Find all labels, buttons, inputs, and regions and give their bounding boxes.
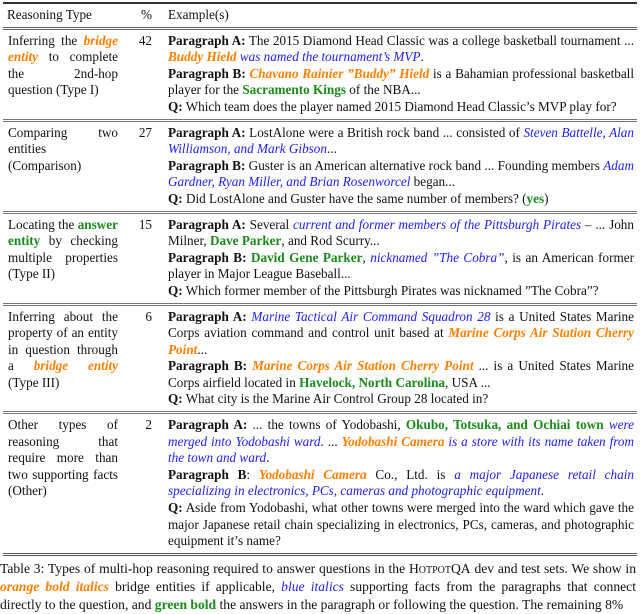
label-text: Q:: [168, 500, 183, 516]
supporting-fact-text: nicknamed ”The Cobra”: [370, 249, 505, 265]
label-text: Paragraph A:: [168, 308, 247, 324]
text-segment: Which team does the player named 2015 Diamond Head Classic’s MVP play for?: [182, 98, 617, 114]
text-segment: , and Rod Scurry...: [281, 233, 380, 249]
label-text: Q:: [168, 98, 183, 114]
answer-text: yes: [526, 190, 545, 206]
example-line: [168, 417, 634, 467]
label-text: Paragraph B:: [168, 65, 246, 81]
text-segment: .: [540, 483, 545, 499]
text-segment: bridge entities if applicable,: [108, 578, 282, 594]
text-segment: dev and test sets. We show in: [470, 560, 637, 576]
text-segment: Did LostAlone and Guster have the same number of members? (: [182, 190, 527, 206]
bridge-entity-text: Chavano Rainier ”Buddy” Hield: [249, 65, 430, 81]
label-text: Paragraph A:: [168, 417, 248, 433]
text-segment: is a United States Marine Corps aviation command and control unit based at: [168, 308, 635, 341]
examples-cell: [164, 28, 637, 120]
text-segment: (Type III): [8, 374, 60, 390]
percent-cell: 15: [128, 212, 164, 304]
answer-text: David Gene Parker: [250, 249, 363, 265]
text-segment: LostAlone were a British rock band ... consisted of: [245, 124, 524, 140]
table-row: [3, 28, 637, 120]
text-segment: ... is a United States Marine Corps airfield located in: [168, 358, 635, 390]
answer-text: Sacramento Kings: [242, 82, 346, 98]
answer-text: green bold: [154, 596, 217, 612]
reasoning-type-cell: [3, 212, 128, 304]
table-row: [3, 304, 637, 413]
text-segment: the answers in the paragraph or following the question. The remaining 8%: [216, 596, 624, 612]
label-text: Paragraph B: [168, 466, 247, 482]
answer-text: Okubo, Totsuka, and Ochiai town: [405, 417, 604, 433]
reasoning-type-cell: [3, 120, 128, 212]
supporting-fact-text: Marine Tactical Air Command Squadron 28: [251, 308, 491, 324]
supporting-fact-text: current and former members of the Pittsburgh Pirates: [293, 216, 582, 232]
supporting-fact-text: a major Japanese retail chain specializing in electronics, PCs, cameras and photographic equipment: [168, 466, 634, 499]
text-segment: ,: [362, 249, 371, 265]
example-line: [168, 467, 634, 500]
text-segment: Guster is an American alternative rock band ... Founding members: [245, 157, 604, 173]
text-segment: to complete the 2nd-hop question (Type I): [8, 49, 118, 98]
text-segment: .: [420, 49, 424, 65]
example-line: [168, 283, 634, 300]
example-line: [168, 500, 634, 550]
examples-cell: [164, 212, 637, 304]
example-line: [168, 33, 634, 66]
text-segment: Comparing two entities (Comparison): [8, 124, 118, 173]
text-segment: Several: [245, 216, 294, 232]
bridge-entity-text: Yodobashi Camera: [258, 466, 367, 482]
bridge-entity-text: bridge entity: [33, 358, 119, 374]
text-segment: by checking multiple properties (Type II): [8, 233, 118, 282]
label-text: Paragraph B:: [168, 157, 246, 173]
bridge-entity-text: Buddy Hield: [168, 49, 237, 65]
percent-cell: 42: [138, 32, 152, 48]
example-line: [168, 191, 634, 208]
example-line: [168, 99, 634, 116]
table-row: [3, 120, 637, 212]
text-segment: HotpotQA: [408, 560, 471, 576]
text-segment: is a Bahamian professional basketball player for the: [168, 65, 635, 98]
text-segment: – ... John Milner,: [168, 216, 634, 249]
text-segment: :: [246, 466, 259, 482]
text-segment: Table 3: Types of multi-hop reasoning required to answer questions in the: [0, 560, 409, 576]
example-line: [168, 391, 634, 408]
text-segment: ...: [197, 341, 208, 357]
supporting-fact-text: were merged into Yodobashi ward: [168, 417, 634, 449]
text-segment: The 2015 Diamond Head Classic was a college basketball tournament ...: [245, 32, 634, 48]
reasoning-type-cell: [3, 304, 128, 413]
supporting-fact-text: was named the tournament’s MVP: [236, 49, 421, 65]
bridge-entity-text: orange bold italics: [0, 578, 109, 594]
text-segment: ...: [326, 141, 337, 157]
example-line: [168, 217, 634, 250]
example-line: [168, 125, 634, 158]
text-segment: . ...: [320, 433, 342, 449]
percent-cell: 2: [128, 413, 164, 555]
table-header-row: [3, 3, 637, 28]
table-row: [3, 212, 637, 304]
text-segment: Co., Ltd. is: [366, 466, 455, 482]
text-segment: , USA ...: [445, 374, 491, 390]
answer-text: answer entity: [8, 216, 118, 249]
bridge-entity-text: Marine Corps Air Station Cherry Point: [168, 325, 634, 357]
percent-cell: 27: [128, 120, 164, 212]
header-percent: %: [128, 3, 164, 28]
text-segment: Aside from Yodobashi, what other towns were merged into the ward which gave the major Japanese retail chain specializing in electronics, PCs, cameras, and photographic equipment it’s name?: [168, 500, 634, 549]
text-segment: ... the towns of Yodobashi,: [247, 417, 406, 433]
bridge-entity-text: bridge entity: [8, 32, 118, 65]
example-line: [168, 250, 634, 283]
reasoning-type-cell: [3, 28, 128, 120]
label-text: Q:: [168, 190, 183, 206]
text-segment: Inferring about the property of an entity in question through a: [8, 308, 118, 374]
examples-cell: [164, 413, 637, 555]
text-segment: supporting facts from the paragraphs that connect directly to the question, and: [0, 578, 636, 612]
percent-cell: 6: [128, 304, 164, 413]
bridge-entity-text: Marine Corps Air Station Cherry Point: [252, 358, 474, 374]
label-text: Q:: [168, 391, 183, 407]
answer-text: Havelock, North Carolina: [299, 374, 446, 390]
text-segment: Which former member of the Pittsburgh Pirates was nicknamed ”The Cobra”?: [182, 282, 599, 298]
text-segment: Other types of reasoning that require more than two supporting facts (Other): [8, 417, 118, 499]
supporting-fact-text: is a store with its name taken from the town and ward: [168, 433, 635, 466]
example-line: [168, 309, 634, 359]
reasoning-type-cell: [3, 413, 128, 555]
label-text: Paragraph A:: [168, 32, 246, 48]
label-text: Q:: [168, 282, 183, 298]
label-text: Paragraph A:: [168, 124, 246, 140]
header-reasoning-type: Reasoning Type: [3, 3, 128, 28]
label-text: Paragraph A:: [168, 216, 246, 232]
examples-cell: [164, 304, 637, 413]
text-segment: of the NBA...: [346, 82, 421, 98]
example-line: [168, 66, 634, 99]
supporting-fact-text: Adam Gardner, Ryan Miller, and Brian Rosenworcel: [168, 157, 635, 190]
answer-text: Dave Parker: [209, 233, 282, 249]
text-segment: .: [266, 450, 270, 466]
text-segment: began...: [410, 174, 456, 190]
table-row: [3, 413, 637, 555]
examples-cell: [164, 120, 637, 212]
text-segment: Locating the: [8, 216, 78, 232]
text-segment: , is an American former player in Major League Baseball...: [168, 249, 635, 282]
example-line: [168, 158, 634, 191]
supporting-fact-text: Steven Battelle, Alan Williamson, and Mark Gibson: [168, 124, 634, 157]
bridge-entity-text: Yodobashi Camera: [341, 433, 445, 449]
table-caption: [0, 560, 636, 614]
example-line: [168, 358, 634, 391]
header-examples: Example(s): [164, 3, 637, 28]
reasoning-types-table: [3, 2, 637, 556]
label-text: Paragraph B:: [168, 249, 247, 265]
label-text: Paragraph B:: [168, 358, 248, 374]
supporting-fact-text: blue italics: [281, 578, 344, 594]
text-segment: ): [544, 190, 549, 206]
text-segment: Inferring the: [8, 32, 84, 48]
text-segment: What city is the Marine Air Control Group 28 located in?: [182, 391, 489, 407]
